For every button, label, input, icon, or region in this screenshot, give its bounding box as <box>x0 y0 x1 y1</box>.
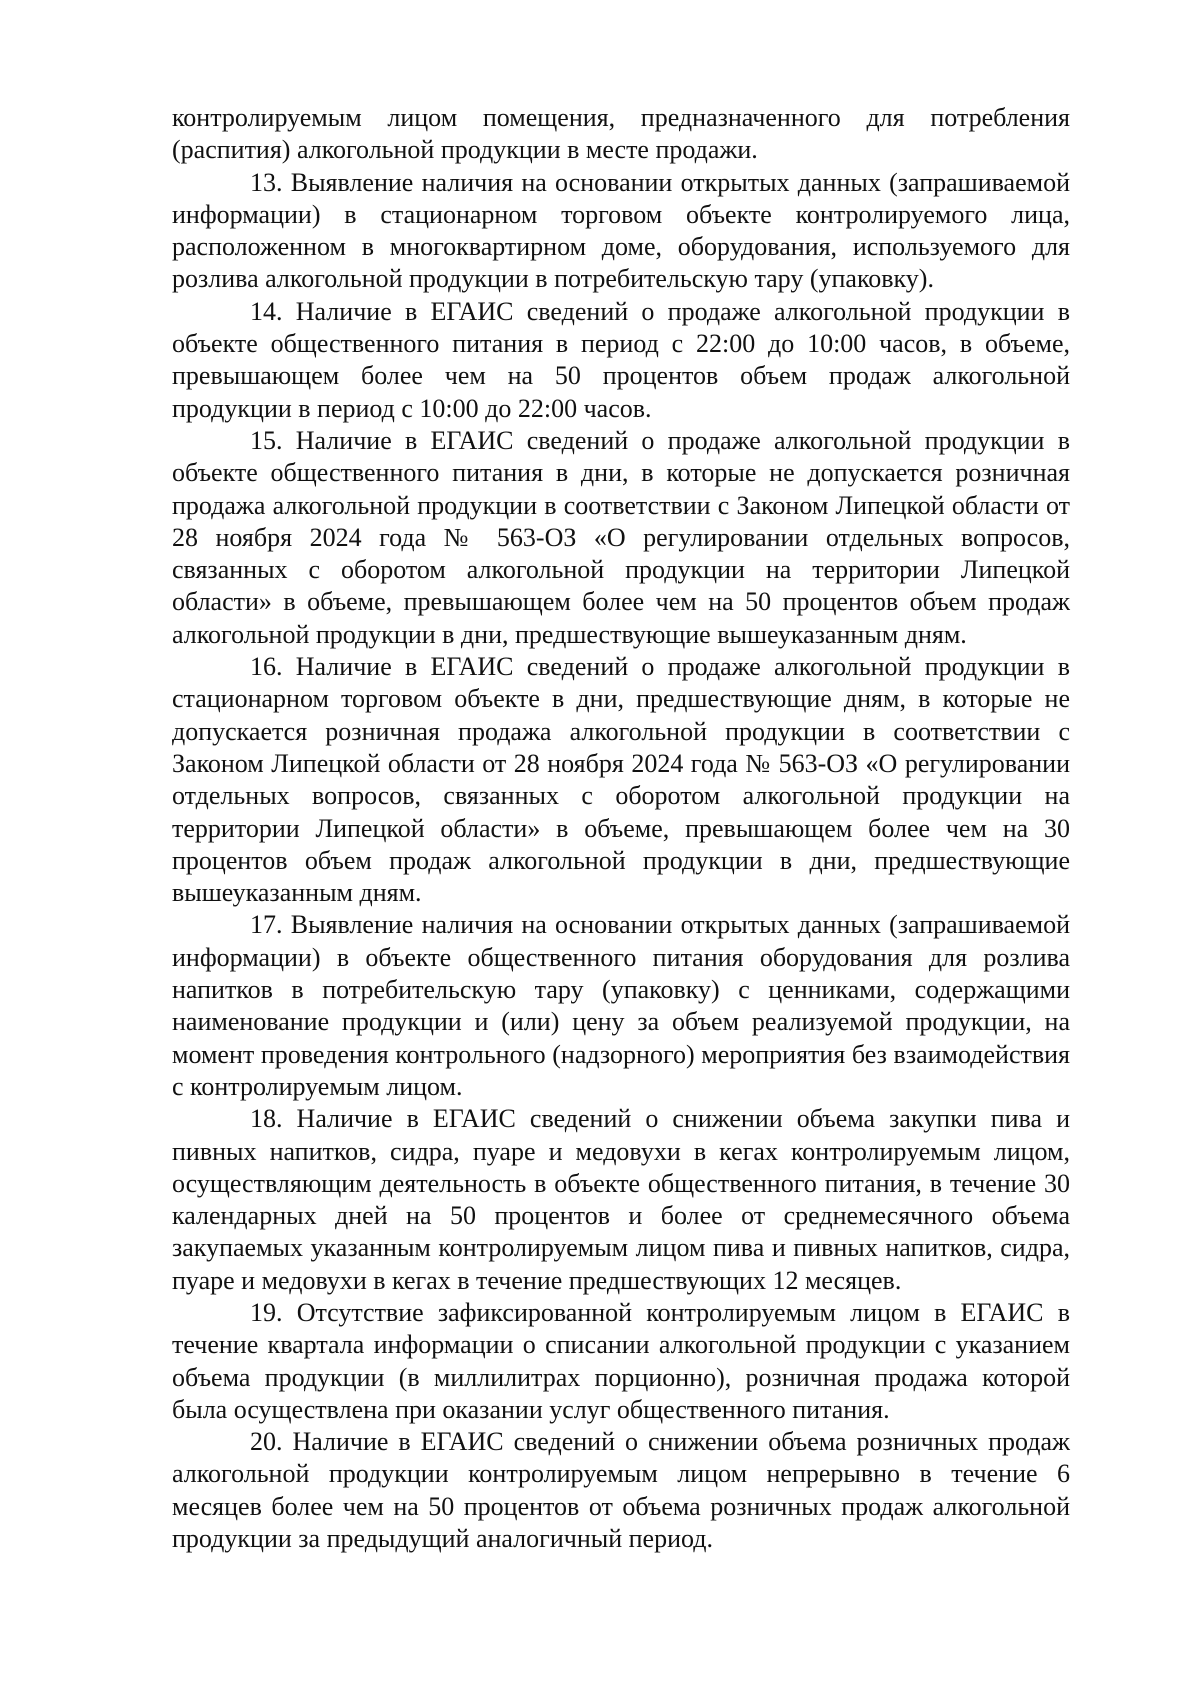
paragraph-13: 13. Выявление наличия на основании открытых данных (запрашиваемой информации) в стационарном торговом объекте контролируемого лица, расположенном в многоквартирном доме, оборудования, используемого для розлива алкогольной продукции в потребительскую тару (упаковку). <box>172 167 1070 294</box>
document-page <box>172 102 1070 1555</box>
paragraph-continuation: контролируемым лицом помещения, предназначенного для потребления (распития) алкогольной продукции в месте продажи. <box>172 103 1070 165</box>
paragraph-19: 19. Отсутствие зафиксированной контролируемым лицом в ЕГАИС в течение квартала информации о списании алкогольной продукции с указанием объема продукции (в миллилитрах порционно), розничная продажа которой была осуществлена при оказании услуг общественного питания. <box>172 1297 1070 1424</box>
paragraph-18: 18. Наличие в ЕГАИС сведений о снижении объема закупки пива и пивных напитков, сидра, пуаре и медовухи в кегах контролируемым лицом, осуществляющим деятельность в объекте общественного питания, в течение 30 календарных дней на 50 процентов и более от среднемесячного объема закупаемых указанным контролируемым лицом пива и пивных напитков, сидра, пуаре и медовухи в кегах в течение предшествующих 12 месяцев. <box>172 1104 1070 1295</box>
paragraph-20: 20. Наличие в ЕГАИС сведений о снижении объема розничных продаж алкогольной продукции контролируемым лицом непрерывно в течение 6 месяцев более чем на 50 процентов от объема розничных продаж алкогольной продукции за предыдущий аналогичный период. <box>172 1427 1070 1554</box>
paragraph-15: 15. Наличие в ЕГАИС сведений о продаже алкогольной продукции в объекте общественного питания в дни, в которые не допускается розничная продажа алкогольной продукции в соответствии с Законом Липецкой области от 28 ноября 2024 года № 563-ОЗ «О регулировании отдельных вопросов, связанных с оборотом алкогольной продукции на территории Липецкой области» в объеме, превышающем более чем на 50 процентов объем продаж алкогольной продукции в дни, предшествующие вышеуказанным дням. <box>172 425 1070 649</box>
paragraph-16: 16. Наличие в ЕГАИС сведений о продаже алкогольной продукции в стационарном торговом объекте в дни, предшествующие дням, в которые не допускается розничная продажа алкогольной продукции в соответствии с Законом Липецкой области от 28 ноября 2024 года № 563-ОЗ «О регулировании отдельных вопросов, связанных с оборотом алкогольной продукции на территории Липецкой области» в объеме, превышающем более чем на 30 процентов объем продаж алкогольной продукции в дни, предшествующие вышеуказанным дням. <box>172 652 1070 908</box>
paragraph-14: 14. Наличие в ЕГАИС сведений о продаже алкогольной продукции в объекте общественного питания в период с 22:00 до 10:00 часов, в объеме, превышающем более чем на 50 процентов объем продаж алкогольной продукции в период с 10:00 до 22:00 часов. <box>172 296 1070 423</box>
paragraph-17: 17. Выявление наличия на основании открытых данных (запрашиваемой информации) в объекте общественного питания оборудования для розлива напитков в потребительскую тару (упаковку) с ценниками, содержащими наименование продукции и (или) цену за объем реализуемой продукции, на момент проведения контрольного (надзорного) мероприятия без взаимодействия с контролируемым лицом. <box>172 910 1070 1101</box>
